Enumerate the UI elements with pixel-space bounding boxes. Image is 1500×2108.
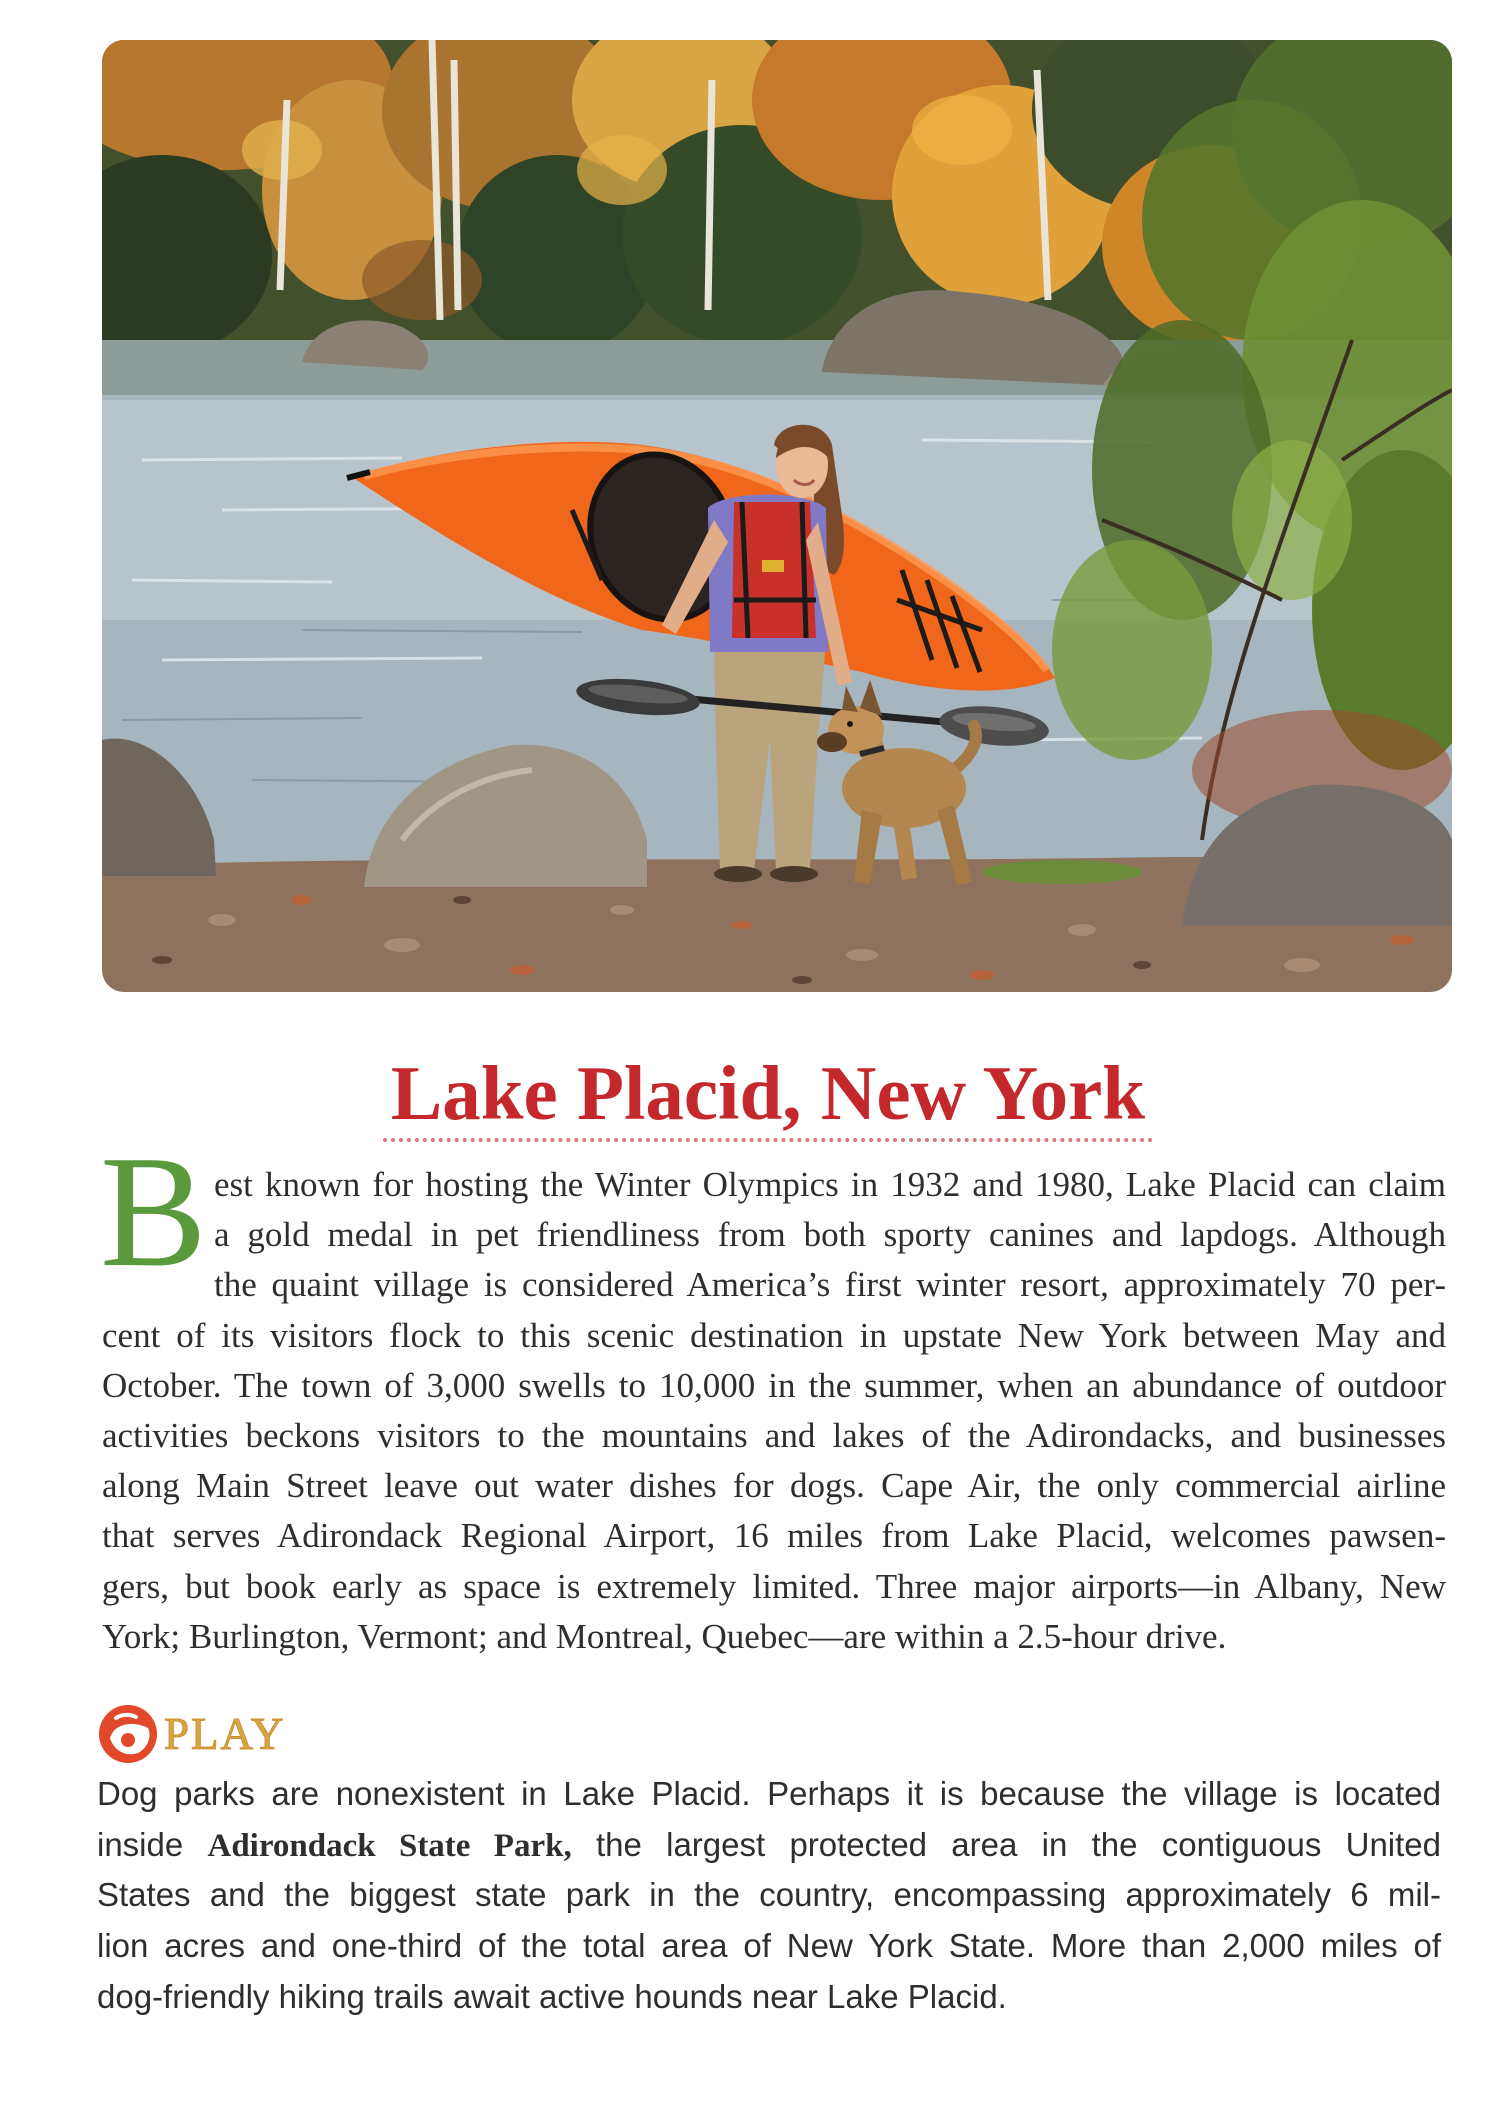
- title-dotted-rule: [383, 1138, 1153, 1142]
- section-heading-play: PLAY: [164, 1709, 286, 1759]
- line-text: the largest protected area in the contiguous United: [571, 1825, 1441, 1863]
- lake-kayak-photo: [102, 40, 1452, 992]
- article-title: Lake Placid, New York: [390, 1050, 1146, 1136]
- paragraph-line: activities beckons visitors to the mountains and lakes of the Adirondacks, and businesses: [102, 1415, 1446, 1455]
- park-name-bold: Adirondack State Park,: [207, 1827, 572, 1864]
- drop-cap: B: [100, 1122, 207, 1300]
- paragraph-line: the quaint village is considered America’s first winter resort, approximately 70 per-: [214, 1265, 1446, 1305]
- paragraph-line: that serves Adirondack Regional Airport, 16 miles from Lake Placid, welcomes pawsen-: [102, 1516, 1446, 1556]
- paragraph-line: cent of its visitors flock to this scenic destination in upstate New York between May and: [102, 1315, 1446, 1355]
- paragraph-line: a gold medal in pet friendliness from both sporty canines and lapdogs. Although: [214, 1215, 1446, 1255]
- paragraph-line: along Main Street leave out water dishes for dogs. Cape Air, the only commercial airline: [102, 1466, 1446, 1506]
- paragraph-line: dog-friendly hiking trails await active hounds near Lake Placid.: [97, 1977, 1007, 2015]
- play-paragraph: [97, 1769, 1441, 2022]
- paragraph-line: est known for hosting the Winter Olympics in 1932 and 1980, Lake Placid can claim: [214, 1165, 1446, 1204]
- photo-illustration: [102, 40, 1452, 992]
- paragraph-line: October. The town of 3,000 swells to 10,000 in the summer, when an abundance of outdoor: [102, 1365, 1446, 1405]
- paragraph-line: York; Burlington, Vermont; and Montreal, Quebec—are within a 2.5-hour drive.: [102, 1616, 1227, 1656]
- intro-paragraph: [102, 1160, 1446, 1662]
- paragraph-line: gers, but book early as space is extremely limited. Three major airports—in Albany, New: [102, 1566, 1446, 1606]
- paragraph-line: States and the biggest state park in the country, encompassing approximately 6 mil-: [97, 1876, 1441, 1914]
- line-text: inside: [97, 1825, 208, 1863]
- play-ball-icon: [98, 1704, 158, 1764]
- paragraph-line: [97, 1820, 1441, 1871]
- paragraph-line: lion acres and one-third of the total area of New York State. More than 2,000 miles of: [97, 1927, 1441, 1965]
- paragraph-line: Dog parks are nonexistent in Lake Placid. Perhaps it is because the village is located: [97, 1775, 1441, 1812]
